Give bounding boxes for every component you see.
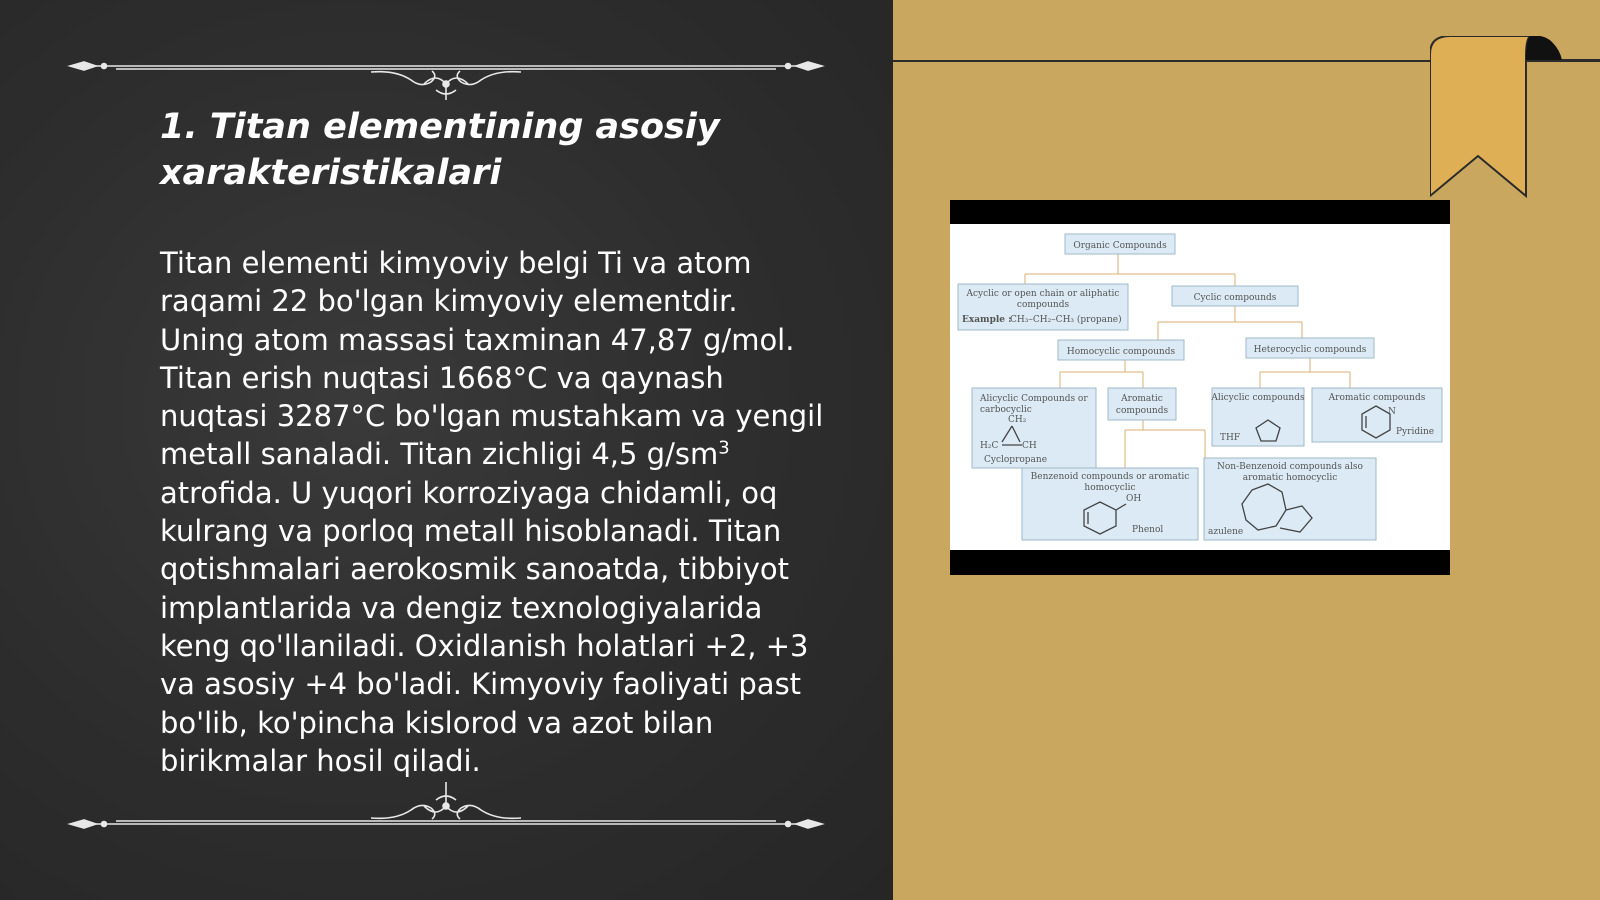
connector-line (1260, 358, 1350, 388)
label-heterocyclic: Heterocyclic compounds (1253, 345, 1367, 355)
label-aromatic-1: Aromatic (1121, 394, 1163, 404)
label-acyclic-2: compounds (1016, 300, 1070, 310)
label-example-formula: CH₃–CH₂–CH₃ (propane) (1010, 315, 1122, 325)
label-example: Example : (962, 315, 1012, 325)
label-cyclic: Cyclic compounds (1193, 293, 1277, 303)
label-phenol: Phenol (1132, 525, 1164, 535)
connector-line (1060, 360, 1143, 388)
body-line: Titan erish nuqtasi 1668°C va qaynash (160, 360, 724, 395)
connector-line (1158, 306, 1302, 340)
body-line: metall sanaladi. Titan zichligi 4,5 g/sm (160, 437, 719, 472)
body-line: Uning atom massasi taxminan 47,87 g/mol. (160, 322, 795, 357)
label-nonbenzenoid-1: Non-Benzenoid compounds also (1217, 462, 1363, 472)
body-text (160, 244, 860, 780)
label-hetero-alicyclic: Alicyclic compounds (1211, 393, 1305, 403)
label-alicyclic-1: Alicyclic Compounds or (980, 394, 1088, 404)
label-oh: OH (1126, 494, 1142, 504)
slide-title (160, 104, 860, 196)
label-hetero-aromatic: Aromatic compounds (1328, 393, 1426, 403)
label-benzenoid-1: Benzenoid compounds or aromatic (1030, 472, 1190, 482)
body-line: Titan elementi kimyoviy belgi Ti va atom (160, 246, 752, 280)
body-line: nuqtasi 3287°C bo'lgan mustahkam va yengil (160, 399, 824, 434)
body-line: va asosiy +4 bo'ladi. Kimyoviy faoliyati past (160, 667, 802, 702)
body-line: birikmalar hosil qiladi. (160, 743, 481, 778)
body-line: qotishmalari aerokosmik sanoatda, tibbiyot (160, 552, 790, 587)
label-acyclic-1: Acyclic or open chain or aliphatic (966, 289, 1120, 299)
top-flourish-icon (66, 40, 826, 100)
label-homocyclic: Homocyclic compounds (1066, 347, 1176, 357)
connector-line (1125, 416, 1205, 468)
label-cyclopropane: Cyclopropane (984, 455, 1048, 465)
classification-chart (950, 224, 1450, 550)
label-alicyclic-2: carbocyclic (980, 405, 1032, 415)
body-line: implantlarida va dengiz texnologiyalarida (160, 590, 763, 625)
bottom-flourish-icon (66, 770, 826, 830)
label-aromatic-2: compounds (1115, 406, 1169, 416)
body-line: atrofida. U yuqori korroziyaga chidamli, oq (160, 475, 778, 510)
connector-line (1025, 254, 1235, 286)
label-h2c: H₂C (980, 441, 999, 451)
body-line: kulrang va porloq metall hisoblanadi. Titan (160, 514, 782, 549)
body-line: bo'lib, ko'pincha kislorod va azot bilan (160, 705, 714, 740)
bookmark-ribbon-icon (1430, 36, 1600, 201)
label-benzenoid-2: homocyclic (1084, 483, 1136, 493)
label-n: N (1388, 407, 1396, 417)
label-nonbenzenoid-2: aromatic homocyclic (1242, 473, 1338, 483)
body-line: raqami 22 bo'lgan kimyoviy elementdir. (160, 284, 738, 319)
density-superscript: 3 (718, 437, 730, 459)
title-line-1: 1. Titan elementining asosiy (160, 107, 720, 147)
body-line: keng qo'llaniladi. Oxidlanish holatlari +2, +3 (160, 628, 809, 663)
organic-compounds-diagram (950, 200, 1450, 575)
label-azulene: azulene (1208, 527, 1244, 537)
label-ch2: CH₂ (1008, 415, 1027, 425)
label-organic-compounds: Organic Compounds (1073, 241, 1167, 251)
label-pyridine: Pyridine (1396, 427, 1435, 437)
label-thf: THF (1220, 433, 1241, 443)
title-line-2: xarakteristikalari (160, 153, 502, 193)
label-ch: CH (1022, 441, 1037, 451)
